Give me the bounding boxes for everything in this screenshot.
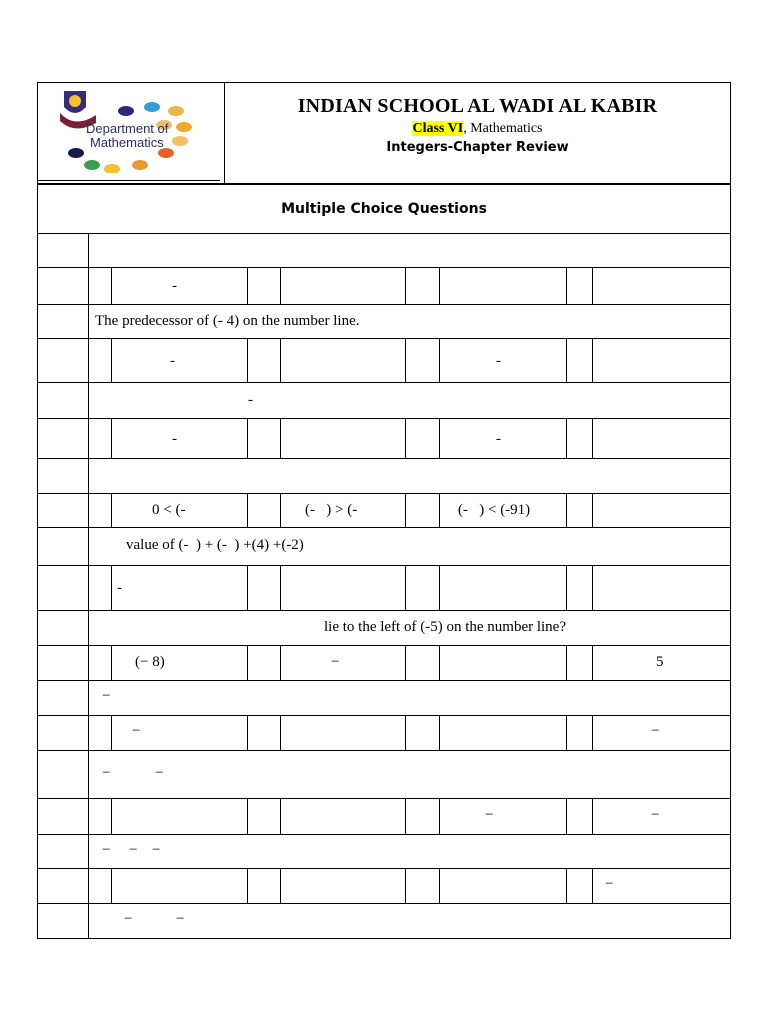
- question-number-cell: [38, 681, 89, 715]
- option-a-letter: [89, 339, 112, 382]
- question-number-cell: [38, 611, 89, 645]
- question-number-cell: [38, 835, 89, 868]
- option-c-letter: [406, 566, 440, 610]
- option-a-text: [112, 646, 248, 680]
- option-d-text: [593, 799, 730, 834]
- option-b-letter: [248, 799, 281, 834]
- options-cells: [89, 268, 730, 304]
- options-row: [38, 645, 730, 680]
- option-b-text: [281, 799, 406, 834]
- cell-text: −: [176, 911, 185, 927]
- cell-text: (− 8): [135, 654, 165, 670]
- question-number-cell: [38, 459, 89, 493]
- options-row: [38, 868, 730, 903]
- school-name: INDIAN SCHOOL AL WADI AL KABIR: [297, 95, 658, 117]
- options-cells: [89, 339, 730, 382]
- option-d-letter: [567, 494, 593, 527]
- question-number-cell: [38, 566, 89, 610]
- option-a-text: [112, 566, 248, 610]
- cell-text: −: [651, 807, 660, 823]
- cell-text: −: [605, 876, 614, 892]
- questions-table: [37, 184, 731, 939]
- question-row: [38, 382, 730, 418]
- section-title: Multiple Choice Questions: [38, 184, 730, 233]
- question-number-cell: [38, 234, 89, 267]
- options-cells: [89, 799, 730, 834]
- option-d-text: [593, 716, 730, 750]
- options-cells: [89, 716, 730, 750]
- cell-text: 0 < (-: [152, 502, 186, 518]
- option-d-letter: [567, 799, 593, 834]
- cell-text: −: [155, 765, 164, 781]
- cell-text: −: [152, 842, 161, 858]
- option-b-text: [281, 494, 406, 527]
- option-d-letter: [567, 268, 593, 304]
- cell-text: −: [102, 765, 111, 781]
- question-number-cell: [38, 528, 89, 565]
- cell-text: -: [172, 431, 177, 447]
- option-c-text: [440, 494, 567, 527]
- cell-text: −: [124, 911, 133, 927]
- question-row: [38, 750, 730, 798]
- cell-text: −: [129, 842, 138, 858]
- option-b-text: [281, 566, 406, 610]
- worksheet-header: [37, 82, 731, 184]
- question-row: [38, 527, 730, 565]
- cell-text: 5: [656, 654, 664, 670]
- option-d-letter: [567, 646, 593, 680]
- option-a-text: [112, 268, 248, 304]
- option-d-letter: [567, 869, 593, 903]
- question-row: [38, 458, 730, 493]
- option-a-text: [112, 419, 248, 458]
- option-a-text: [112, 494, 248, 527]
- cell-text: -: [117, 580, 122, 596]
- title-cell: [225, 83, 730, 183]
- cell-text: -: [496, 431, 501, 447]
- option-c-text: [440, 339, 567, 382]
- question-text-cell: [89, 904, 730, 938]
- option-b-letter: [248, 716, 281, 750]
- options-row: [38, 565, 730, 610]
- question-text-cell: [89, 751, 730, 798]
- options-row: [38, 267, 730, 304]
- question-text-cell: [89, 681, 730, 715]
- options-cells: [89, 566, 730, 610]
- options-row: [38, 338, 730, 382]
- question-number-cell: [38, 646, 89, 680]
- option-c-letter: [406, 799, 440, 834]
- option-a-letter: [89, 268, 112, 304]
- options-row: [38, 493, 730, 527]
- cell-text: (- ) < (-91): [458, 502, 531, 518]
- option-a-text: [112, 799, 248, 834]
- option-c-text: [440, 566, 567, 610]
- option-c-text: [440, 646, 567, 680]
- options-cells: [89, 494, 730, 527]
- question-number-cell: [38, 869, 89, 903]
- options-row: [38, 715, 730, 750]
- question-number-cell: [38, 716, 89, 750]
- option-d-text: [593, 646, 730, 680]
- option-b-text: [281, 419, 406, 458]
- subject-label: , Mathematics: [463, 121, 543, 136]
- cell-text: (- ) > (-: [305, 502, 358, 518]
- option-d-text: [593, 566, 730, 610]
- question-number-cell: [38, 268, 89, 304]
- option-b-letter: [248, 339, 281, 382]
- option-c-letter: [406, 869, 440, 903]
- option-a-letter: [89, 646, 112, 680]
- options-cells: [89, 646, 730, 680]
- option-c-text: [440, 268, 567, 304]
- option-a-text: [112, 869, 248, 903]
- option-b-text: [281, 646, 406, 680]
- question-number-cell: [38, 383, 89, 418]
- option-c-letter: [406, 268, 440, 304]
- options-row: [38, 418, 730, 458]
- option-b-letter: [248, 268, 281, 304]
- option-b-text: [281, 268, 406, 304]
- question-row: [38, 233, 730, 267]
- option-c-letter: [406, 419, 440, 458]
- cell-text: −: [331, 654, 340, 670]
- option-c-letter: [406, 339, 440, 382]
- option-b-text: [281, 716, 406, 750]
- options-cells: [89, 869, 730, 903]
- option-c-letter: [406, 716, 440, 750]
- question-row: [38, 834, 730, 868]
- question-number-cell: [38, 904, 89, 938]
- cell-text: -: [172, 278, 177, 294]
- option-d-text: [593, 419, 730, 458]
- option-a-text: [112, 339, 248, 382]
- question-row: [38, 903, 730, 938]
- cell-text: -: [170, 353, 175, 369]
- options-cells: [89, 419, 730, 458]
- logo-underline: [38, 180, 220, 181]
- option-a-letter: [89, 716, 112, 750]
- question-text-cell: [89, 383, 730, 418]
- option-b-letter: [248, 419, 281, 458]
- cell-text: −: [102, 688, 111, 704]
- option-a-letter: [89, 566, 112, 610]
- logo-cell: [38, 83, 225, 183]
- option-d-letter: [567, 339, 593, 382]
- option-d-text: [593, 869, 730, 903]
- cell-text: −: [651, 723, 660, 739]
- question-text-cell: [89, 528, 730, 565]
- cell-text: −: [102, 842, 111, 858]
- option-d-letter: [567, 716, 593, 750]
- cell-text: −: [132, 723, 141, 739]
- option-b-letter: [248, 494, 281, 527]
- class-label: Class VI: [412, 121, 464, 136]
- cell-text: value of (- ) + (- ) +(4) +(-2): [126, 537, 304, 553]
- option-c-letter: [406, 494, 440, 527]
- question-number-cell: [38, 305, 89, 338]
- question-number-cell: [38, 799, 89, 834]
- option-d-letter: [567, 566, 593, 610]
- question-number-cell: [38, 419, 89, 458]
- option-a-letter: [89, 799, 112, 834]
- option-b-text: [281, 869, 406, 903]
- option-c-text: [440, 869, 567, 903]
- options-row: [38, 798, 730, 834]
- question-row: [38, 610, 730, 645]
- option-d-text: [593, 494, 730, 527]
- department-logo: [56, 89, 216, 173]
- option-b-letter: [248, 869, 281, 903]
- logo-text-line2: Mathematics: [90, 135, 164, 150]
- option-b-text: [281, 339, 406, 382]
- cell-text: -: [496, 353, 501, 369]
- question-text-cell: [89, 611, 730, 645]
- cell-text: -: [248, 392, 253, 408]
- question-number-cell: [38, 494, 89, 527]
- cell-text: lie to the left of (-5) on the number line?: [324, 619, 566, 635]
- option-a-letter: [89, 869, 112, 903]
- question-text-cell: [89, 234, 730, 267]
- option-c-letter: [406, 646, 440, 680]
- option-d-text: [593, 268, 730, 304]
- cell-text: −: [485, 807, 494, 823]
- question-row: [38, 680, 730, 715]
- question-text-cell: [89, 835, 730, 868]
- question-text-cell: [89, 305, 730, 338]
- option-a-text: [112, 716, 248, 750]
- logo-text-line1: Department of: [86, 121, 169, 136]
- class-subject-line: [225, 121, 730, 137]
- option-b-letter: [248, 646, 281, 680]
- option-c-text: [440, 716, 567, 750]
- cell-text: The predecessor of (- 4) on the number line.: [95, 313, 360, 329]
- option-b-letter: [248, 566, 281, 610]
- option-a-letter: [89, 494, 112, 527]
- chapter-title: Integers-Chapter Review: [386, 140, 569, 155]
- option-c-text: [440, 799, 567, 834]
- option-d-text: [593, 339, 730, 382]
- question-number-cell: [38, 339, 89, 382]
- question-number-cell: [38, 751, 89, 798]
- question-row: [38, 304, 730, 338]
- option-d-letter: [567, 419, 593, 458]
- question-text-cell: [89, 459, 730, 493]
- option-c-text: [440, 419, 567, 458]
- option-a-letter: [89, 419, 112, 458]
